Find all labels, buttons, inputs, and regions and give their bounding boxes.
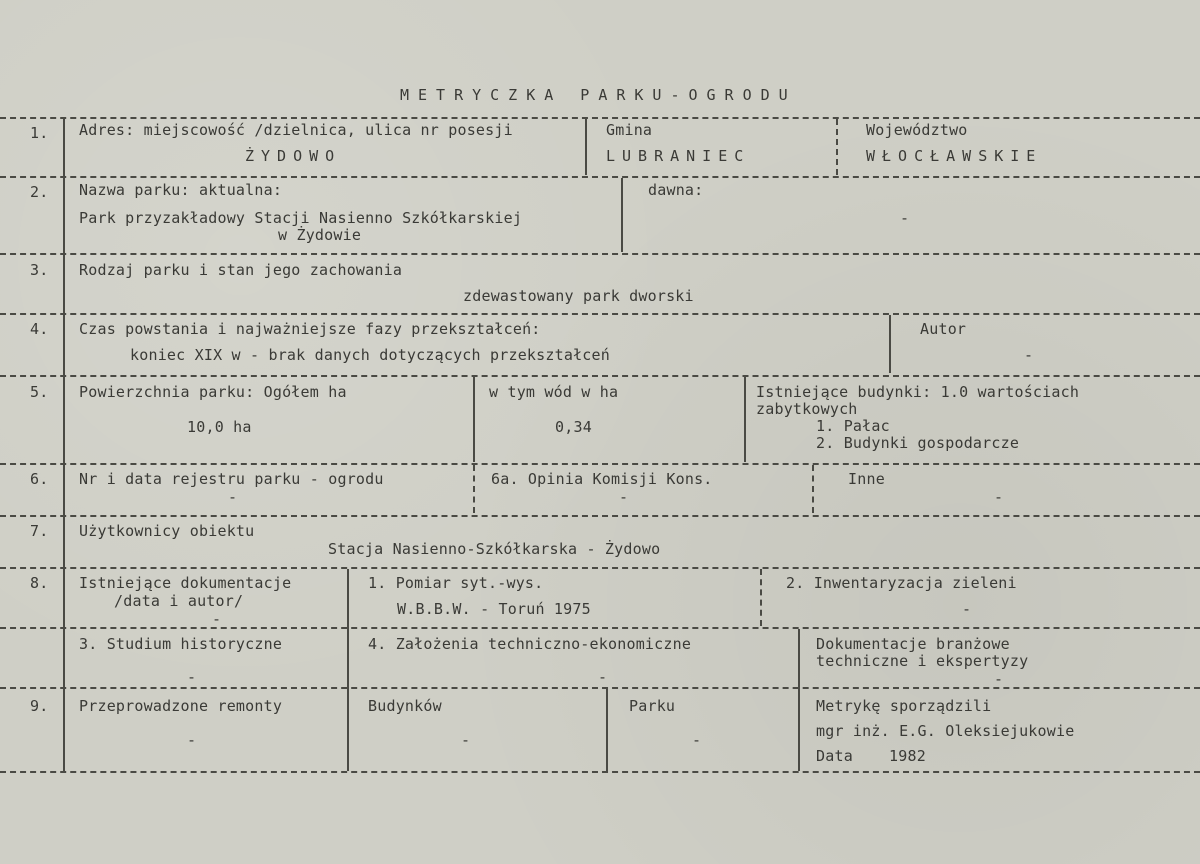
park-type-label: Rodzaj parku i stan jego zachowania	[79, 261, 403, 279]
column-divider	[585, 119, 587, 175]
voivodeship-label: Województwo	[866, 121, 968, 139]
row-number: 3.	[30, 261, 49, 279]
branch-docs-value: -	[994, 670, 1004, 688]
users-value: Stacja Nasienno-Szkółkarska - Żydowo	[328, 540, 661, 558]
buildings-repairs-value: -	[461, 731, 471, 749]
branch-docs-label: Dokumentacje branżowe	[816, 635, 1010, 653]
column-divider	[347, 569, 349, 771]
buildings-label: Istniejące budynki: 1.0 wartościach	[756, 383, 1080, 401]
row-number: 1.	[30, 124, 49, 142]
history-value: -	[187, 668, 197, 686]
row-number: 5.	[30, 383, 49, 401]
park-name-value-line2: w Żydowie	[278, 226, 362, 244]
building-item: 2. Budynki gospodarcze	[816, 434, 1020, 452]
area-label: Powierzchnia parku: Ogółem ha	[79, 383, 347, 401]
docs-label-line2: /data i autor/	[114, 592, 244, 610]
gmina-label: Gmina	[606, 121, 653, 139]
docs-label: Istniejące dokumentacje	[79, 574, 292, 592]
register-value: -	[228, 488, 238, 506]
users-label: Użytkownicy obiektu	[79, 522, 255, 540]
park-repairs-label: Parku	[629, 697, 676, 715]
inventory-value: -	[962, 600, 972, 618]
number-column-line	[63, 117, 65, 773]
repairs-value: -	[187, 731, 197, 749]
park-type-value: zdewastowany park dworski	[463, 287, 694, 305]
survey-value: W.B.B.W. - Toruń 1975	[397, 600, 591, 618]
tech-label: 4. Założenia techniczno-ekonomiczne	[368, 635, 692, 653]
opinion-value: -	[619, 488, 629, 506]
column-divider	[836, 119, 838, 175]
address-label: Adres: miejscowość /dzielnica, ulica nr posesji	[79, 121, 513, 139]
park-repairs-value: -	[692, 731, 702, 749]
docs-value: -	[212, 610, 222, 628]
row-number: 2.	[30, 183, 49, 201]
park-name-value: Park przyzakładowy Stacji Nasienno Szkółkarskiej	[79, 209, 523, 227]
column-divider	[473, 465, 475, 513]
inventory-label: 2. Inwentaryzacja zieleni	[786, 574, 1017, 592]
building-item: 1. Pałac	[816, 417, 890, 435]
gmina-value: LUBRANIEC	[606, 147, 751, 165]
area-value: 10,0 ha	[187, 418, 252, 436]
row-divider	[0, 567, 1200, 569]
voivodeship-value: WŁOCŁAWSKIE	[866, 147, 1043, 165]
repairs-label: Przeprowadzone remonty	[79, 697, 283, 715]
row-divider	[0, 463, 1200, 465]
address-value: ŻYDOWO	[245, 147, 342, 165]
former-name-label: dawna:	[648, 181, 704, 199]
row-number: 6.	[30, 470, 49, 488]
row-divider	[0, 375, 1200, 377]
tech-value: -	[598, 668, 608, 686]
park-name-label: Nazwa parku: aktualna:	[79, 181, 283, 199]
row-divider	[0, 313, 1200, 315]
former-name-value: -	[900, 209, 910, 227]
history-label: 3. Studium historyczne	[79, 635, 283, 653]
row-number: 7.	[30, 522, 49, 540]
author-label: Autor	[920, 320, 967, 338]
register-label: Nr i data rejestru parku - ogrodu	[79, 470, 384, 488]
column-divider	[744, 377, 746, 462]
date-label: Data	[816, 747, 853, 765]
column-divider	[473, 377, 475, 462]
water-value: 0,34	[555, 418, 592, 436]
row-number: 4.	[30, 320, 49, 338]
survey-label: 1. Pomiar syt.-wys.	[368, 574, 544, 592]
buildings-repairs-label: Budynków	[368, 697, 442, 715]
column-divider	[798, 629, 800, 771]
row-number: 8.	[30, 574, 49, 592]
prepared-by-value: mgr inż. E.G. Oleksiejukowie	[816, 722, 1075, 740]
row-divider	[0, 627, 1200, 629]
other-label: Inne	[848, 470, 885, 488]
buildings-label-line2: zabytkowych	[756, 400, 858, 418]
water-label: w tym wód w ha	[489, 383, 619, 401]
row-divider	[0, 771, 1200, 773]
column-divider	[760, 569, 762, 626]
date-value: 1982	[889, 747, 926, 765]
row-number: 9.	[30, 697, 49, 715]
row-divider	[0, 117, 1200, 119]
opinion-label: 6a. Opinia Komisji Kons.	[491, 470, 713, 488]
row-divider	[0, 176, 1200, 178]
prepared-by-label: Metrykę sporządzili	[816, 697, 992, 715]
column-divider	[889, 315, 891, 373]
column-divider	[606, 689, 608, 771]
other-value: -	[994, 488, 1004, 506]
row-divider	[0, 687, 1200, 689]
creation-time-label: Czas powstania i najważniejsze fazy przekształceń:	[79, 320, 541, 338]
branch-docs-label-line2: techniczne i ekspertyzy	[816, 652, 1029, 670]
document-title: METRYCZKA PARKU-OGRODU	[400, 86, 797, 104]
creation-time-value: koniec XIX w - brak danych dotyczących przekształceń	[130, 346, 610, 364]
column-divider	[812, 465, 814, 513]
column-divider	[621, 178, 623, 252]
row-divider	[0, 253, 1200, 255]
author-value: -	[1024, 346, 1034, 364]
row-divider	[0, 515, 1200, 517]
